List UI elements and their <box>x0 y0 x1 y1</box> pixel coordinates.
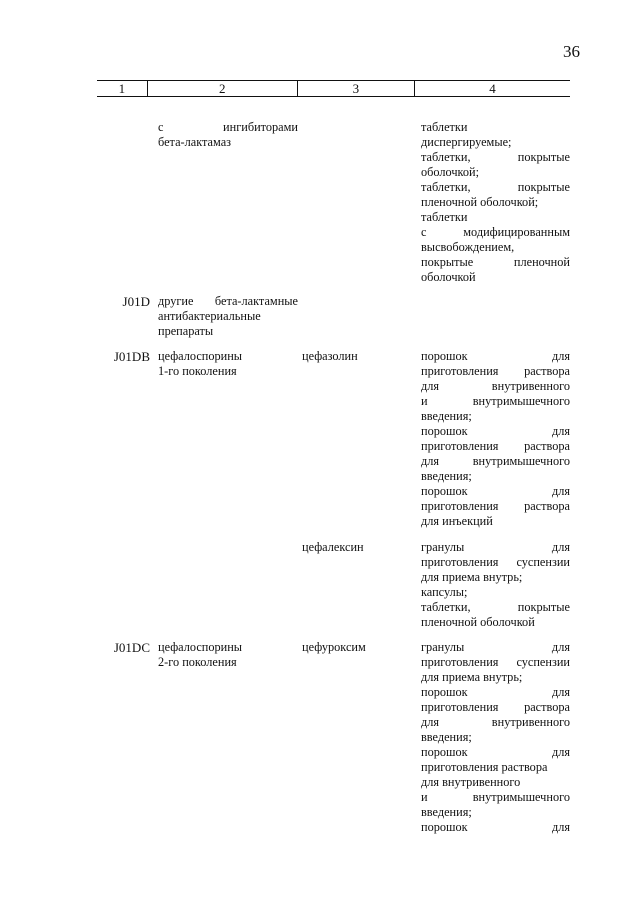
group-line: цефалоспорины <box>158 640 243 654</box>
dosage-form-line: таблетки <box>421 120 468 134</box>
dosage-form-line: введения; <box>421 805 472 819</box>
drug-name: цефалексин <box>302 540 364 554</box>
dosage-forms <box>421 640 570 835</box>
anatomical-therapeutic-group <box>158 640 298 670</box>
dosage-form-line: оболочкой <box>421 270 476 284</box>
dosage-form-line: для внутривенного <box>421 379 570 393</box>
column-header-row <box>97 80 570 97</box>
dosage-form-line: приготовления раствора <box>421 439 570 453</box>
dosage-form-line: для внутримышечного <box>421 454 570 468</box>
atc-code: J01DC <box>113 640 150 655</box>
dosage-form-line: и внутримышечного <box>421 394 570 408</box>
page-number: 36 <box>563 42 580 61</box>
dosage-form-line: таблетки <box>421 210 468 224</box>
group-line: другие бета-лактамные <box>158 294 298 308</box>
dosage-forms <box>421 349 570 529</box>
dosage-form-line: порошок для <box>421 424 570 438</box>
column-header-2: 2 <box>148 81 298 96</box>
dosage-form-line: пленочной оболочкой <box>421 615 535 629</box>
dosage-form-line: приготовления раствора <box>421 499 570 513</box>
dosage-form-line: порошок для <box>421 820 570 834</box>
dosage-form-line: введения; <box>421 409 472 423</box>
dosage-form-line: таблетки, покрытые <box>421 150 570 164</box>
dosage-form-line: приготовления суспензии <box>421 555 570 569</box>
dosage-form-line: гранулы для <box>421 640 570 654</box>
dosage-form-line: введения; <box>421 730 472 744</box>
dosage-form-line: диспергируемые; <box>421 135 512 149</box>
atc-code: J01D <box>122 294 150 309</box>
dosage-forms <box>421 120 570 285</box>
dosage-form-line: оболочкой; <box>421 165 480 179</box>
dosage-form-line: для приема внутрь; <box>421 570 523 584</box>
dosage-form-line: приготовления раствора <box>421 364 570 378</box>
dosage-form-line: с модифицированным <box>421 225 570 239</box>
dosage-form-line: высвобождением, <box>421 240 515 254</box>
dosage-form-line: порошок для <box>421 685 570 699</box>
dosage-form-line: гранулы для <box>421 540 570 554</box>
dosage-form-line: и внутримышечного <box>421 790 570 804</box>
group-line: антибактериальные <box>158 309 261 323</box>
dosage-form-line: таблетки, покрытые <box>421 180 570 194</box>
group-line: 1-го поколения <box>158 364 237 378</box>
dosage-form-line: приготовления суспензии <box>421 655 570 669</box>
dosage-form-line: приготовления раствора <box>421 700 570 714</box>
column-header-4: 4 <box>489 81 496 96</box>
dosage-form-line: для инъекций <box>421 514 493 528</box>
anatomical-therapeutic-group <box>158 294 298 339</box>
dosage-form-line: для внутривенного <box>421 775 521 789</box>
group-line: цефалоспорины <box>158 349 243 363</box>
group-line: с ингибиторами <box>158 120 298 134</box>
group-line: бета-лактамаз <box>158 135 232 149</box>
dosage-form-line: пленочной оболочкой; <box>421 195 539 209</box>
group-line: 2-го поколения <box>158 655 237 669</box>
dosage-form-line: таблетки, покрытые <box>421 600 570 614</box>
dosage-form-line: для внутривенного <box>421 715 570 729</box>
dosage-form-line: порошок для <box>421 349 570 363</box>
group-line: препараты <box>158 324 214 338</box>
dosage-form-line: приготовления раствора <box>421 760 548 774</box>
dosage-form-line: порошок для <box>421 484 570 498</box>
dosage-form-line: для приема внутрь; <box>421 670 523 684</box>
dosage-forms <box>421 540 570 630</box>
dosage-form-line: капсулы; <box>421 585 468 599</box>
dosage-form-line: покрытые пленочной <box>421 255 570 269</box>
drug-name: цефуроксим <box>302 640 366 654</box>
column-header-3: 3 <box>298 81 415 96</box>
drug-name: цефазолин <box>302 349 358 363</box>
anatomical-therapeutic-group <box>158 349 298 379</box>
anatomical-therapeutic-group <box>158 120 298 150</box>
dosage-form-line: введения; <box>421 469 472 483</box>
column-header-1: 1 <box>97 81 148 96</box>
atc-code: J01DB <box>113 349 150 364</box>
dosage-form-line: порошок для <box>421 745 570 759</box>
